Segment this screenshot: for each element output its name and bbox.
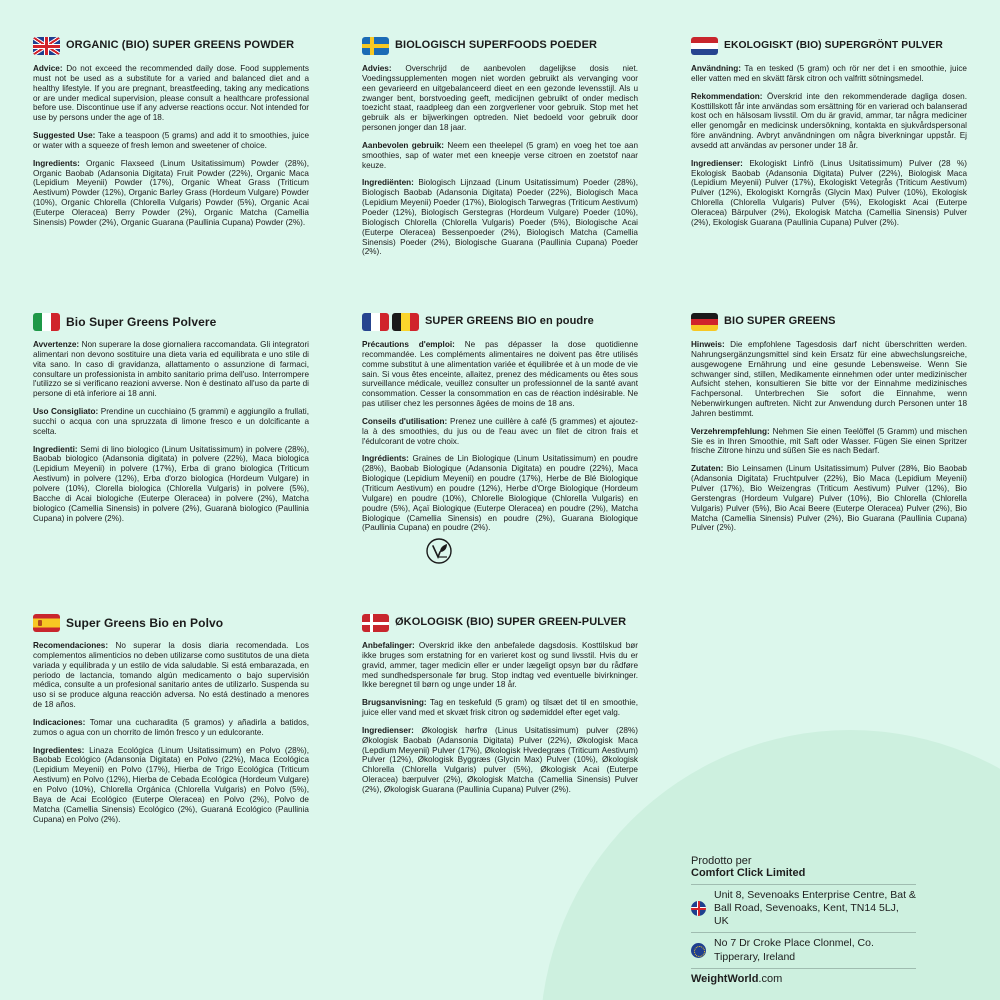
advice-paragraph — [33, 340, 309, 399]
section-title: ØKOLOGISK (BIO) SUPER GREEN-PULVER — [395, 616, 627, 629]
ingredients-label: Ingrediënten: — [362, 178, 414, 188]
ingredients-text: Ekologiskt Linfrö (Linus Usitatissimum) Pulver (28 %) Ekologisk Baobab (Adansonia Digitata) Pulver (22%), Biologisk Maca (Lepidium Meyenii) Pulver (17%), Ekologiskt Vetegrås (Triticum Aestivum) Pulver (12%), Ekologiskt Korngrås (Glycin Max) Pulver (10%), Ekologisk Chlorella (Chlorella Vulgaris) Pulver (5%), Ekologiskt Acai (Euterpe Oleracea) Bärpulver (2%), Ekologisk Matcha (Camellia Sinensis) Pulver (2%), Ekologisk Guarana (Paullinia Cupana) Pulver (2%). — [691, 158, 967, 227]
company-name: Comfort Click Limited — [691, 867, 806, 879]
uk-flag-icon — [691, 901, 706, 916]
usage-text: Tomar una cucharadita (5 gramos) y añadirla a batidos, zumos o agua con un chorrito de limón fresco y un edulcorante. — [33, 717, 309, 737]
section-header — [362, 37, 638, 55]
advice-text: Overskrid ikke den anbefalede dagsdosis. Kosttilskud bør ikke bruges som erstatning for en varieret kost og sund livsstil. Hvis du er gravid, ammer, tager medicin eller er under lægeligt opsyn bør du rådføre med sundhedspersonale før brug. Stop indtag ved eventuelle bivirkninger. Ikke beregnet til børn og unge under 18 år. — [362, 641, 638, 690]
ingredients-paragraph — [362, 726, 638, 795]
ingredients-paragraph — [362, 178, 638, 257]
advice-label: Advies: — [362, 64, 392, 73]
usage-text: Take a teaspoon (5 grams) and add it to smoothies, juice or water with a squeeze of fresh lemon and sweetener of choice. — [33, 131, 310, 150]
ingredients-label: Ingredients: — [33, 158, 80, 168]
website-brand: WeightWorld — [691, 972, 759, 985]
usage-paragraph — [362, 417, 638, 447]
section-english — [33, 37, 309, 236]
advice-label: Précautions d'emploi: — [362, 340, 455, 349]
advice-paragraph — [362, 340, 638, 409]
advice-label: Rekommendation: — [691, 91, 763, 101]
advice-text: Ne pas dépasser la dose quotidienne recommandée. Les compléments alimentaires ne doivent pas être utilisés comme substitut à une alimentation variée et équilibrée et à un mode de vie sain. Si vous êtes enceinte, allaitez, prenez des médicaments ou êtes sous surveillance médicale, veuillez consulter un professionnel de la santé avant consommation. Cesser la consommation en cas de réaction indésirable. Ne pas utiliser chez les personnes âgées de moins de 18 ans. — [362, 340, 639, 409]
advice-paragraph — [691, 340, 967, 419]
belgium-flag-icon — [392, 313, 419, 331]
ingredients-label: Ingredienti: — [33, 444, 78, 454]
usage-label: Conseils d'utilisation: — [362, 416, 448, 426]
ingredients-paragraph — [691, 464, 967, 533]
ie-address-row — [691, 932, 916, 967]
advice-text: Overschrijd de aanbevolen dagelijkse dosis niet. Voedingssupplementen mogen niet worden gebruikt als vervanging voor een gevarieerd en uitgebalanceerd dieet en een gezonde levensstijl. Als u zwanger bent, borstvoeding geeft, medicijnen gebruikt of onder medisch toezicht staat, raadpleeg dan een zorgverlener voor gebruik. Stop met het gebruik als er bijwerkingen optreden. Niet bedoeld voor gebruik door personen jonger dan 18 jaar. — [362, 64, 638, 133]
section-german — [691, 313, 967, 541]
section-header — [33, 614, 309, 632]
flag-group — [362, 313, 419, 331]
advice-label: Recomendaciones: — [33, 641, 109, 650]
advice-paragraph — [691, 92, 967, 151]
usage-label: Indicaciones: — [33, 717, 86, 727]
ingredients-label: Ingredientes: — [33, 745, 85, 755]
usage-label: Brugsanvisning: — [362, 698, 427, 708]
ingredients-label: Ingredienser: — [691, 158, 743, 168]
usage-paragraph — [362, 698, 638, 718]
advice-paragraph — [362, 64, 638, 133]
manufacturer-info — [691, 855, 916, 985]
usage-paragraph — [33, 131, 309, 151]
usage-label: Suggested Use: — [33, 131, 96, 141]
spain-flag-icon — [33, 614, 60, 632]
usage-text: Nehmen Sie einen Teelöffel (5 Gramm) und mischen Sie es in Ihren Smoothie, mit Saft oder Wasser. Fügen Sie einen Spritzer frische Zitrone hinzu und süßen Sie es nach Bedarf. — [691, 426, 967, 456]
usage-text: Prendine un cucchiaino (5 grammi) e aggiungilo a frullati, succhi o acqua con una spruzzata di limone fresco e un dolcificante a scelta. — [33, 407, 309, 436]
ingredients-paragraph — [362, 454, 638, 533]
usage-text: Neem een theelepel (5 gram) en voeg het toe aan smoothies, sap of water met een kneepje verse citroen en zoetstof naar keuze. — [362, 140, 638, 170]
ingredients-text: Semi di lino biologico (Linum Usitatissimum) in polvere (28%), Baobab biologico (Adansonia digitata) in polvere (22%), Maca biologica (Lepidium Meyenii) in polvere (17%), Erba di grano biologica (Triticum Aestivum) in polvere (12%), Erba d'orzo biologica (Hordeum Vulgare) in polvere (10%), Clorella biologica (Chlorella Vulgaris) in polvere (5%), Bacche di Acai biologiche (Euterpe Oleracea) in polvere (2%), Matcha biologico (Camellia Sinensis) in polvere (2%), Guaranà biologico (Paullinia Cupana) in polvere (2%). — [33, 444, 309, 523]
ingredients-label: Ingredienser: — [362, 725, 414, 735]
usage-paragraph — [362, 141, 638, 171]
section-dutch — [362, 37, 638, 265]
ingredients-paragraph — [33, 159, 309, 228]
section-header — [691, 313, 967, 331]
ingredients-text: Bio Leinsamen (Linum Usitatissimum) Pulver (28%, Bio Baobab (Adansonia Digitata) Fruchtpulver (22%), Bio Maca (Lepidium Meyenii) Pulver (17%), Bio Weizengras (Triticum Aestivum) Pulver (12%), Bio Gerstengras (Hordeum Vulgare) Pulver (10%), Bio Chlorella (Chlorella Vulgaris) Pulver (5%), Bio Acai Beere (Euterpe Oleracea) Pulver (2%), Bio Matcha (Camellia Sinensis) Pulver (2%), Bio Guarana (Paullinia Cupana) Pulver (2%). — [691, 464, 967, 533]
section-italian — [33, 313, 309, 531]
advice-text: Överskrid inte den rekommenderade dagliga dosen. Kosttillskott får inte användas som ersättning för en varierad och balanserad kost och en hälsosam livsstil. Om du är gravid, ammar, tar några mediciner eller genomgår en medicinsk undersökning, kontakta en sjukvårdspersonal före användning. Avbryt användningen om några biverkningar uppstår. Ej avsedd att användas av personer under 18 år. — [691, 91, 967, 150]
usage-text: Ta en tesked (5 gram) och rör ner det i en smoothie, juice eller vatten med en skvätt färsk citron och valfritt sötningsmedel. — [691, 64, 967, 83]
advice-text: Do not exceed the recommended daily dose. Food supplements must not be used as a substitute for a varied and balanced diet and a healthy lifestyle. If you are pregnant, breastfeeding, taking any medications or are under medical supervision, please consult a healthcare professional before use. Discontinue use if any adverse reactions occur. Not intended for use by persons under the age of 18. — [33, 64, 309, 123]
ie-address: No 7 Dr Croke Place Clonmel, Co. Tipperary, Ireland — [714, 937, 874, 963]
eu-flag-icon — [691, 943, 706, 958]
ingredients-label: Zutaten: — [691, 464, 724, 474]
ingredients-paragraph — [33, 746, 309, 825]
vegan-leaf-icon — [425, 537, 453, 565]
uk-address-row — [691, 884, 916, 932]
section-header — [33, 313, 309, 331]
usage-text: Tag en teskefuld (5 gram) og tilsæt det til en smoothie, juice eller vand med et skvæt frisk citron og sødemiddel efter eget valg. — [362, 698, 638, 718]
advice-text: No superar la dosis diaria recomendada. Los complementos alimenticios no deben utilizarse como sustitutos de una dieta variada y equilibrada y un estilo de vida saludable. Si está embarazada, en periodo de lactancia, tomando algún medicamento o bajo supervisión médica, consulte a un profesional sanitario antes de utilizarlo. Suspenda su uso si se produce alguna reacción adversa. No está destinado a menores de 18 años. — [33, 641, 309, 710]
section-header — [691, 37, 967, 55]
advice-label: Anbefalinger: — [362, 641, 415, 650]
section-title: BIO SUPER GREENS — [724, 315, 836, 328]
usage-label: Uso Consigliato: — [33, 407, 99, 417]
section-title: Bio Super Greens Polvere — [66, 314, 217, 329]
usage-paragraph — [691, 427, 967, 457]
section-title: EKOLOGISKT (BIO) SUPERGRÖNT PULVER — [724, 39, 943, 51]
usage-label: Användning: — [691, 64, 742, 73]
advice-paragraph — [33, 641, 309, 710]
italy-flag-icon — [33, 313, 60, 331]
advice-label: Avvertenze: — [33, 340, 80, 349]
france-flag-icon — [362, 313, 389, 331]
usage-paragraph — [33, 718, 309, 738]
section-header — [362, 313, 638, 331]
advice-paragraph — [362, 641, 638, 690]
sweden-flag-icon — [362, 37, 389, 55]
section-header — [33, 37, 309, 55]
usage-text: Prenez une cuillère à café (5 grammes) et ajoutez-la à des smoothies, du jus ou de l'eau avec un filet de citron frais et l'édulcorant de votre choix. — [362, 416, 638, 446]
advice-label: Advice: — [33, 64, 63, 73]
section-title: SUPER GREENS BIO en poudre — [425, 315, 594, 328]
usage-paragraph — [691, 64, 967, 84]
advice-text: Non superare la dose giornaliera raccomandata. Gli integratori alimentari non devono sostituire una dieta varia ed equilibrata e uno stile di vita sano. In caso di gravidanza, allattamento o assunzione di farmaci, consultare un professionista in ambito sanitario prima dell'uso. Interrompere l'utilizzo se si verificano reazioni avverse. Non è destinato all'uso da parte di persone di età inferiore ai 18 anni. — [33, 340, 309, 399]
produced-for-label: Prodotto per — [691, 855, 752, 867]
usage-label: Aanbevolen gebruik: — [362, 140, 445, 150]
denmark-flag-icon — [362, 614, 389, 632]
ingredients-text: Graines de Lin Biologique (Linum Usitatissimum) en poudre (28%), Baobab Biologique (Adansonia Digitata) en poudre (22%), Maca Biologique (Lepidium Meyenii) en poudre (17%), Herbe de Blé Biologique (Triticum Aestivum) en poudre (12%), Herbe d'Orge Biologique (Hordeum Vulgare) en poudre (10%), Chlorelle Biologique (Chlorella Vulgaris) en poudre (5%), Açaï Biologique (Euterpe Oleracea) en poudre (2%), Matcha Biologique (Camellia Sinensis) en poudre (2%), Guarana Biologique (Paullinia Cupana) en poudre (2%). — [362, 454, 638, 533]
section-header — [362, 614, 638, 632]
usage-paragraph — [33, 407, 309, 437]
advice-label: Hinweis: — [691, 340, 725, 349]
usage-label: Verzehrempfehlung: — [691, 426, 770, 436]
section-title: BIOLOGISCH SUPERFOODS POEDER — [395, 39, 598, 52]
section-title: Super Greens Bio en Polvo — [66, 615, 224, 630]
netherlands-flag-icon — [691, 37, 718, 55]
ingredients-text: Organic Flaxseed (Linum Usitatissimum) Powder (28%), Organic Baobab (Adansonia Digitata) Fruit Powder (22%), Organic Maca (Lepidium Meyenii) Powder (17%), Organic Wheat Grass (Triticum Aestivum) Powder (12%), Organic Barley Grass (Hordeum Vulgare) Powder (10%), Organic Chlorella (Chlorella Vulgaris) Powder (5%), Organic Acai (Euterpe Oleracea) Berry Powder (2%), Organic Matcha (Camellia Sinensis) Powder (2%), Organic Guarana (Paullinia Cupana) Powder (2%). — [33, 158, 309, 227]
section-title: ORGANIC (BIO) SUPER GREENS POWDER — [66, 39, 295, 52]
website-link[interactable] — [691, 968, 916, 985]
website-domain: .com — [758, 972, 783, 985]
germany-flag-icon — [691, 313, 718, 331]
ingredients-paragraph — [691, 159, 967, 228]
advice-paragraph — [33, 64, 309, 123]
section-danish — [362, 614, 638, 803]
section-spanish — [33, 614, 309, 832]
ingredients-paragraph — [33, 445, 309, 524]
ingredients-text: Biologisch Lijnzaad (Linum Usitatissimum) Poeder (28%), Biologisch Baobab (Adansonia Digitata) Poeder (22%), Biologisch Maca (Lepidium Meyenii) Poeder (17%), Biologisch Tarwegras (Triticum Aestivum) Poeder (12%), Biologisch Gerstegras (Hordeum Vulgare) Poeder (10%), Biologisch Chlorella (Chlorella Vulgaris) Poeder (5%), Biologische Acai (Euterpe Oleracea) Bessenpoeder (2%), Biologisch Matcha (Camellia Sinensis) Poeder (2%), Biologische Guarana (Paullinia Cupana) Poeder (2%). — [362, 178, 638, 257]
advice-text: Die empfohlene Tagesdosis darf nicht überschritten werden. Nahrungsergänzungsmittel sind kein Ersatz für eine abwechslungsreiche, ausgewogene Ernährung und eine gesunde Lebensweise. Wenn Sie schwanger sind, stillen, Medikamente einnehmen oder unter medizinischer Aufsicht stehen, konsultieren Sie bitte vor der Einnahme medizinisches Fachpersonal. Unterbrechen Sie sofort die Einnahme, wenn Nebenwirkungen auftreten. Nicht zur Anwendung durch Personen unter 18 Jahren bestimmt. — [691, 340, 967, 418]
uk-address: Unit 8, Sevenoaks Enterprise Centre, Bat & Ball Road, Sevenoaks, Kent, TN14 5LJ, UK — [714, 889, 916, 928]
section-french — [362, 313, 638, 568]
ingredients-text: Økologisk hørfrø (Linus Usitatissimum) pulver (28%) Økologisk Baobab (Adansonia Digitata) Pulver (22%), Økologisk Maca (Lepdium Meyenii) Pulver (17%), Økologisk Hvedegræs (Triticum Aestivum) Pulver (12%), Økologisk Byggræs (Glycin Max) Pulver (10%), Økologisk Chlorella (Chlorella Vulgaris) pulver (5%), Økologisk Acai (Euterpe Oleracea) bærpulver (2%), Økologisk Matcha (Camellia Sinensis) Pulver (2%), Økologisk Guarana (Paullinia Cupana) Pulver (2%). — [362, 725, 638, 794]
ingredients-label: Ingrédients: — [362, 454, 409, 464]
uk-flag-icon — [33, 37, 60, 55]
section-swedish — [691, 37, 967, 236]
ingredients-text: Linaza Ecológica (Linum Usitatissimum) en Polvo (28%), Baobab Ecológico (Adansonia Digitata) en Polvo (22%), Maca Ecológica (Lepidium Meyenii) en Polvo (17%), Hierba de Trigo Ecológica (Triticum Aestivum) en Polvo (12%), Hierba de Cebada Ecológica (Hordeum Vulgare) en Polvo (10%), Chlorella Orgánica (Chlorella Vulgaris) en Polvo (5%), Baya de Acai Ecológico (Euterpe Oleracea) en Polvo (2%), Polvo de Matcha (Camellia Sinensis) Ecológico (2%), Guaraná Ecológico (Paullinia Cupana) en Polvo (2%). — [33, 745, 309, 824]
